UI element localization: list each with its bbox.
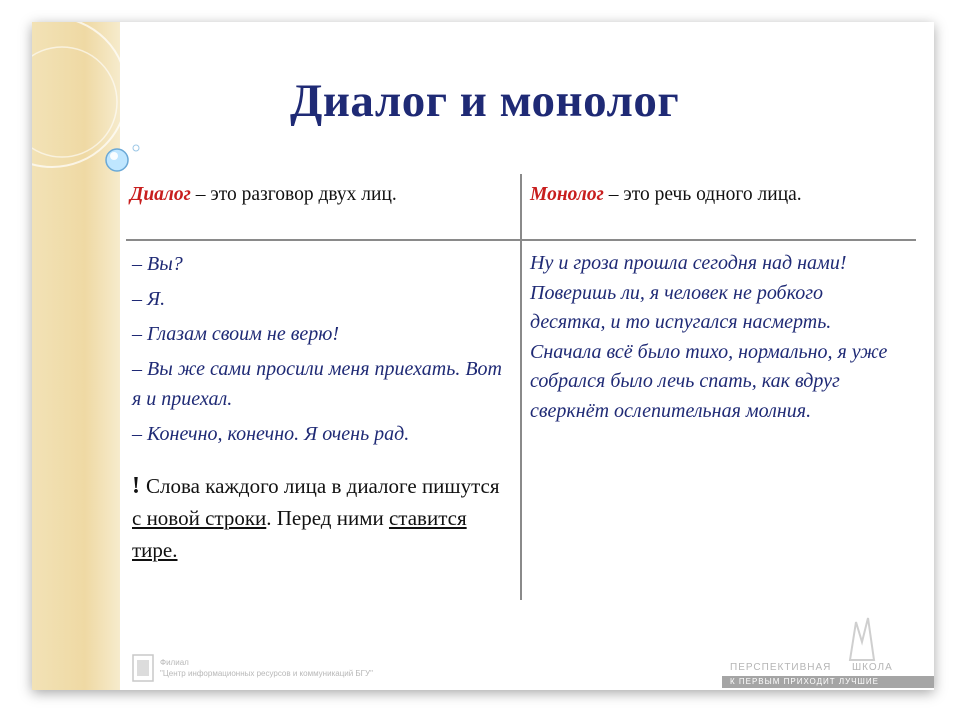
footer-left: [132, 654, 373, 682]
footer-right: [722, 612, 934, 690]
dialog-term: Диалог: [130, 184, 191, 205]
dialog-line: – Вы же сами просили меня приехать. Вот я и приехал.: [132, 358, 502, 410]
vertical-divider: [520, 174, 522, 600]
dialog-line: – Глазам своим не верю!: [132, 323, 340, 345]
exclamation-mark: !: [132, 473, 146, 499]
footer-band: К ПЕРВЫМ ПРИХОДИТ ЛУЧШИЕ: [722, 676, 934, 688]
monologue-example: Ну и гроза прошла сегодня над нами! Поверишь ли, я человек не робкого десятка, и то испугался насмерть. Сначала всё было тихо, нормально, я уже собрался было лечь спать, как вдруг сверкнёт ослепительная молния.: [530, 252, 888, 422]
monologue-definition: [530, 184, 802, 206]
school-emblem-icon: [842, 612, 882, 662]
monologue-definition-text: – это речь одного лица.: [603, 184, 802, 205]
dialog-definition: [130, 184, 397, 206]
note-text-2: . Перед ними: [266, 506, 389, 530]
footer-left-line2: "Центр информационных ресурсов и коммуникаций БГУ": [160, 669, 373, 678]
dialog-line: – Вы?: [132, 253, 183, 275]
rule-note: [132, 470, 502, 566]
slide: [32, 22, 934, 690]
dialog-line: – Я.: [132, 288, 166, 310]
footer-word1: ПЕРСПЕКТИВНАЯ: [730, 662, 832, 673]
dialog-example: [132, 249, 512, 454]
university-logo-icon: [132, 654, 154, 682]
note-text-1: Слова каждого лица в диалоге пишутся: [146, 474, 500, 498]
note-underline-1: с новой строки: [132, 506, 267, 530]
monologue-term: Монолог: [530, 184, 604, 205]
footer-left-line1: Филиал: [160, 658, 189, 667]
dialog-definition-text: – это разговор двух лиц.: [190, 184, 397, 205]
note-underline-2: ставится тире.: [132, 506, 467, 562]
footer-word2: ШКОЛА: [852, 662, 893, 673]
dialog-line: – Конечно, конечно. Я очень рад.: [132, 423, 410, 445]
page-title: Диалог и монолог: [290, 75, 680, 127]
